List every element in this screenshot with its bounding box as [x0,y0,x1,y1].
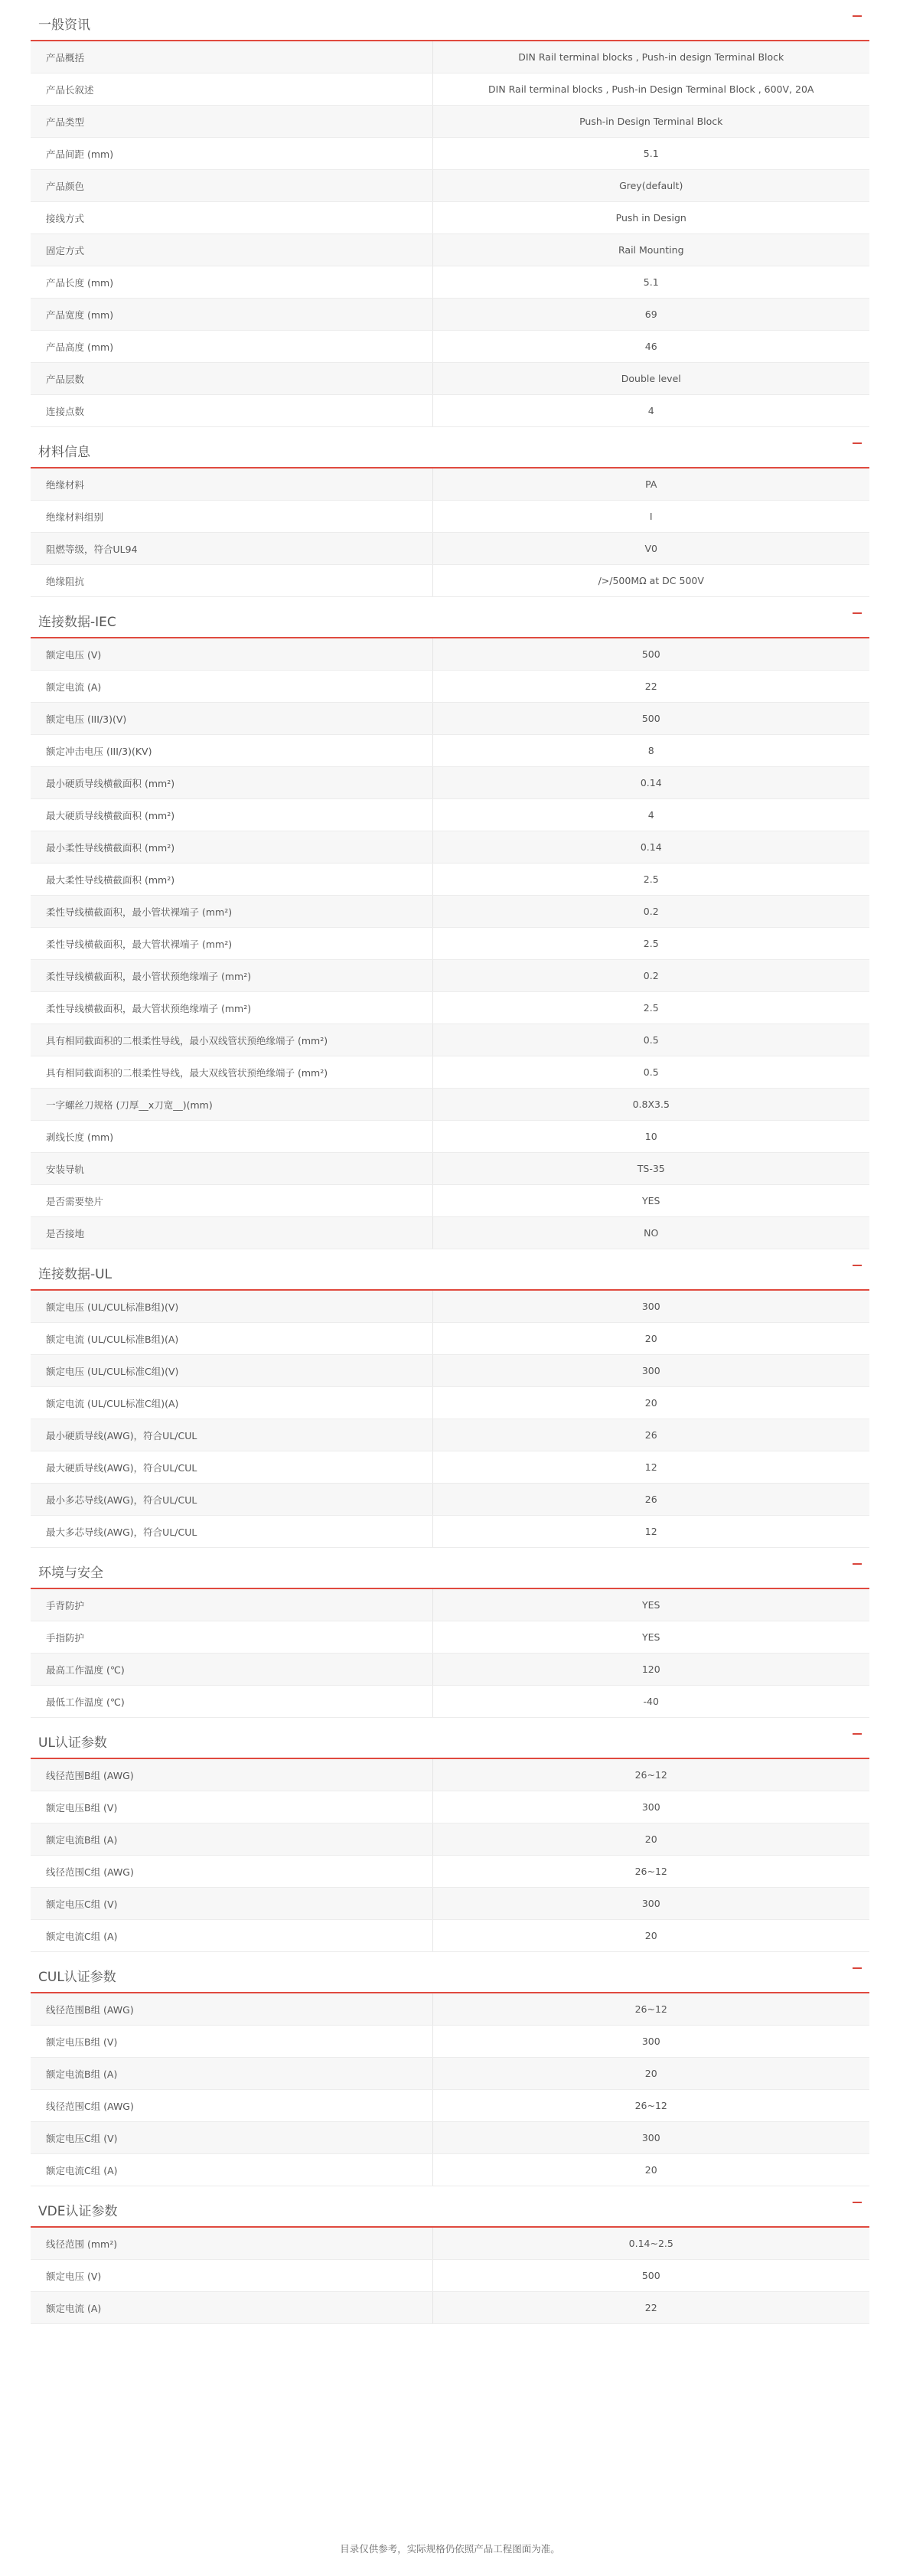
spec-value: 10 [432,1121,869,1153]
table-row [31,735,869,767]
section-title: UL认证参数 [38,1735,107,1751]
table-row [31,1451,869,1484]
spec-label: 最小柔性导线横截面积 (mm²) [31,831,432,864]
spec-value: 4 [432,395,869,427]
table-row [31,1993,869,2026]
spec-value: 0.2 [432,960,869,992]
spec-value: YES [432,1185,869,1217]
spec-value: I [432,501,869,533]
spec-value: 0.14~2.5 [432,2228,869,2260]
spec-section [31,597,869,1249]
spec-value: DIN Rail terminal blocks , Push-in design Terminal Block [432,41,869,73]
spec-value: 0.14 [432,831,869,864]
spec-label: 产品高度 (mm) [31,331,432,363]
spec-value: 20 [432,2154,869,2186]
spec-value: 5.1 [432,266,869,299]
spec-label: 柔性导线横截面积，最大管状预绝缘端子 (mm²) [31,992,432,1024]
table-row [31,1791,869,1823]
table-row [31,1355,869,1387]
table-row [31,331,869,363]
spec-value: 2.5 [432,864,869,896]
spec-label: 额定电压 (UL/CUL标准C组)(V) [31,1355,432,1387]
spec-label: 绝缘材料组别 [31,501,432,533]
spec-label: 最低工作温度 (℃) [31,1686,432,1718]
spec-value: Push-in Design Terminal Block [432,106,869,138]
collapse-icon[interactable] [853,1563,862,1565]
table-row [31,2058,869,2090]
spec-value: TS-35 [432,1153,869,1185]
spec-value: 120 [432,1654,869,1686]
spec-label: 额定电流B组 (A) [31,2058,432,2090]
collapse-icon[interactable] [853,2202,862,2203]
spec-label: 连接点数 [31,395,432,427]
spec-label: 最大硬质导线横截面积 (mm²) [31,799,432,831]
section-title: CUL认证参数 [38,1970,116,1985]
table-row [31,202,869,234]
table-row [31,266,869,299]
spec-value: 8 [432,735,869,767]
spec-label: 最大多芯导线(AWG)，符合UL/CUL [31,1516,432,1548]
spec-table [31,1589,869,1718]
spec-value: 2.5 [432,928,869,960]
spec-value: 300 [432,1791,869,1823]
spec-table [31,1759,869,1952]
spec-label: 额定电压 (V) [31,638,432,671]
table-row [31,2122,869,2154]
table-row [31,1823,869,1856]
spec-value: 22 [432,2292,869,2324]
spec-label: 是否需要垫片 [31,1185,432,1217]
table-row [31,41,869,73]
spec-label: 安装导轨 [31,1153,432,1185]
spec-table [31,2228,869,2324]
spec-section [31,1548,869,1718]
table-row [31,1153,869,1185]
spec-label: 额定电流C组 (A) [31,1920,432,1952]
collapse-icon[interactable] [853,1265,862,1266]
spec-value: 500 [432,2260,869,2292]
table-row [31,1759,869,1791]
spec-label: 最小硬质导线(AWG)，符合UL/CUL [31,1419,432,1451]
spec-label: 柔性导线横截面积，最小管状裸端子 (mm²) [31,896,432,928]
spec-value: Push in Design [432,202,869,234]
spec-value: 0.2 [432,896,869,928]
spec-value: 69 [432,299,869,331]
section-header[interactable] [31,0,869,41]
spec-table [31,1291,869,1548]
spec-section [31,2186,869,2324]
table-row [31,106,869,138]
spec-label: 额定电流 (UL/CUL标准B组)(A) [31,1323,432,1355]
table-row [31,2090,869,2122]
section-header[interactable] [31,2186,869,2228]
spec-label: 绝缘材料 [31,469,432,501]
spec-value: 300 [432,1291,869,1323]
spec-label: 线径范围B组 (AWG) [31,1993,432,2026]
spec-value: 0.8X3.5 [432,1089,869,1121]
table-row [31,1089,869,1121]
section-header[interactable] [31,1952,869,1993]
table-row [31,1419,869,1451]
table-row [31,1856,869,1888]
spec-label: 额定电流C组 (A) [31,2154,432,2186]
table-row [31,501,869,533]
table-row [31,363,869,395]
spec-section [31,0,869,427]
table-row [31,170,869,202]
spec-value: Grey(default) [432,170,869,202]
spec-value: 2.5 [432,992,869,1024]
spec-label: 线径范围 (mm²) [31,2228,432,2260]
table-row [31,2026,869,2058]
spec-label: 最小多芯导线(AWG)，符合UL/CUL [31,1484,432,1516]
table-row [31,1920,869,1952]
spec-label: 额定电流 (A) [31,671,432,703]
spec-value: 26~12 [432,2090,869,2122]
collapse-icon[interactable] [853,442,862,444]
table-row [31,1686,869,1718]
collapse-icon[interactable] [853,612,862,614]
spec-table [31,469,869,597]
spec-label: 最大硬质导线(AWG)，符合UL/CUL [31,1451,432,1484]
spec-value: V0 [432,533,869,565]
spec-label: 额定电流B组 (A) [31,1823,432,1856]
table-row [31,992,869,1024]
table-row [31,469,869,501]
section-title: 一般资讯 [38,18,90,33]
spec-value: 300 [432,2026,869,2058]
spec-label: 线径范围B组 (AWG) [31,1759,432,1791]
collapse-icon[interactable] [853,1967,862,1969]
section-header[interactable] [31,1548,869,1589]
table-row [31,395,869,427]
spec-value: NO [432,1217,869,1249]
spec-label: 线径范围C组 (AWG) [31,1856,432,1888]
table-row [31,928,869,960]
spec-label: 额定电流 (A) [31,2292,432,2324]
table-row [31,799,869,831]
section-title: 连接数据-UL [38,1267,112,1282]
table-row [31,1888,869,1920]
table-row [31,138,869,170]
table-row [31,1654,869,1686]
table-row [31,703,869,735]
collapse-icon[interactable] [853,1733,862,1735]
table-row [31,1121,869,1153]
spec-value: YES [432,1621,869,1654]
spec-sections [31,0,869,2324]
spec-value: 500 [432,638,869,671]
spec-label: 柔性导线横截面积，最小管状预绝缘端子 (mm²) [31,960,432,992]
spec-label: 一字螺丝刀规格 (刀厚__x刀宽__)(mm) [31,1089,432,1121]
spec-value: 12 [432,1516,869,1548]
spec-table [31,1993,869,2186]
table-row [31,1323,869,1355]
spec-value: 20 [432,1920,869,1952]
spec-value: Double level [432,363,869,395]
spec-label: 线径范围C组 (AWG) [31,2090,432,2122]
table-row [31,1516,869,1548]
spec-section [31,1952,869,2186]
spec-label: 柔性导线横截面积，最大管状裸端子 (mm²) [31,928,432,960]
table-row [31,767,869,799]
spec-value: 4 [432,799,869,831]
table-row [31,533,869,565]
table-row [31,2292,869,2324]
spec-label: 产品间距 (mm) [31,138,432,170]
table-row [31,671,869,703]
spec-label: 额定电压C组 (V) [31,1888,432,1920]
table-row [31,864,869,896]
table-row [31,299,869,331]
spec-value: PA [432,469,869,501]
spec-label: 绝缘阻抗 [31,565,432,597]
spec-table [31,41,869,427]
section-title: 材料信息 [38,445,90,460]
spec-label: 最小硬质导线横截面积 (mm²) [31,767,432,799]
table-row [31,565,869,597]
section-title: 环境与安全 [38,1566,103,1581]
spec-label: 额定电流 (UL/CUL标准C组)(A) [31,1387,432,1419]
spec-label: 接线方式 [31,202,432,234]
table-row [31,1217,869,1249]
spec-label: 产品宽度 (mm) [31,299,432,331]
spec-value: 26~12 [432,1993,869,2026]
spec-label: 产品概括 [31,41,432,73]
spec-label: 产品层数 [31,363,432,395]
table-row [31,638,869,671]
table-row [31,896,869,928]
spec-label: 具有相同截面积的二根柔性导线，最小双线管状预绝缘端子 (mm²) [31,1024,432,1056]
spec-label: 固定方式 [31,234,432,266]
spec-label: 额定电压 (UL/CUL标准B组)(V) [31,1291,432,1323]
table-row [31,73,869,106]
spec-value: 26 [432,1419,869,1451]
spec-value: 300 [432,1355,869,1387]
spec-label: 额定电压B组 (V) [31,2026,432,2058]
section-header[interactable] [31,1718,869,1759]
table-row [31,1024,869,1056]
spec-value: 0.14 [432,767,869,799]
footer-note: 目录仅供参考，实际规格仍依照产品工程图面为准。 [340,2543,560,2555]
spec-value: 20 [432,1323,869,1355]
spec-value: />/500MΩ at DC 500V [432,565,869,597]
collapse-icon[interactable] [853,15,862,17]
spec-section [31,1718,869,1952]
spec-value: Rail Mounting [432,234,869,266]
spec-value: 5.1 [432,138,869,170]
table-row [31,234,869,266]
spec-label: 具有相同截面积的二根柔性导线，最大双线管状预绝缘端子 (mm²) [31,1056,432,1089]
table-row [31,1291,869,1323]
table-row [31,2154,869,2186]
spec-value: 0.5 [432,1056,869,1089]
table-row [31,2228,869,2260]
table-row [31,1484,869,1516]
spec-value: 12 [432,1451,869,1484]
spec-value: 46 [432,331,869,363]
table-row [31,960,869,992]
spec-value: 26 [432,1484,869,1516]
spec-value: 20 [432,1387,869,1419]
spec-label: 额定冲击电压 (III/3)(KV) [31,735,432,767]
spec-value: 20 [432,2058,869,2090]
spec-value: DIN Rail terminal blocks , Push-in Design Terminal Block , 600V, 20A [432,73,869,106]
spec-value: 500 [432,703,869,735]
section-title: VDE认证参数 [38,2204,118,2219]
spec-label: 额定电压 (III/3)(V) [31,703,432,735]
spec-label: 产品颜色 [31,170,432,202]
spec-label: 产品长度 (mm) [31,266,432,299]
spec-value: 0.5 [432,1024,869,1056]
spec-label: 额定电压C组 (V) [31,2122,432,2154]
section-title: 连接数据-IEC [38,615,116,630]
section-header[interactable] [31,427,869,469]
table-row [31,2260,869,2292]
table-row [31,1056,869,1089]
spec-value: 20 [432,1823,869,1856]
spec-value: 300 [432,2122,869,2154]
spec-label: 额定电压 (V) [31,2260,432,2292]
table-row [31,831,869,864]
table-row [31,1185,869,1217]
spec-label: 产品长叙述 [31,73,432,106]
spec-section [31,427,869,597]
spec-label: 最大柔性导线横截面积 (mm²) [31,864,432,896]
section-header[interactable] [31,1249,869,1291]
spec-value: 22 [432,671,869,703]
spec-label: 是否接地 [31,1217,432,1249]
table-row [31,1589,869,1621]
spec-value: -40 [432,1686,869,1718]
section-header[interactable] [31,597,869,638]
spec-label: 产品类型 [31,106,432,138]
spec-value: 300 [432,1888,869,1920]
spec-label: 最高工作温度 (℃) [31,1654,432,1686]
spec-table [31,638,869,1249]
spec-label: 阻燃等级，符合UL94 [31,533,432,565]
spec-label: 剥线长度 (mm) [31,1121,432,1153]
spec-value: YES [432,1589,869,1621]
spec-label: 手背防护 [31,1589,432,1621]
spec-value: 26~12 [432,1856,869,1888]
spec-section [31,1249,869,1548]
spec-value: 26~12 [432,1759,869,1791]
spec-label: 手指防护 [31,1621,432,1654]
table-row [31,1387,869,1419]
table-row [31,1621,869,1654]
spec-label: 额定电压B组 (V) [31,1791,432,1823]
